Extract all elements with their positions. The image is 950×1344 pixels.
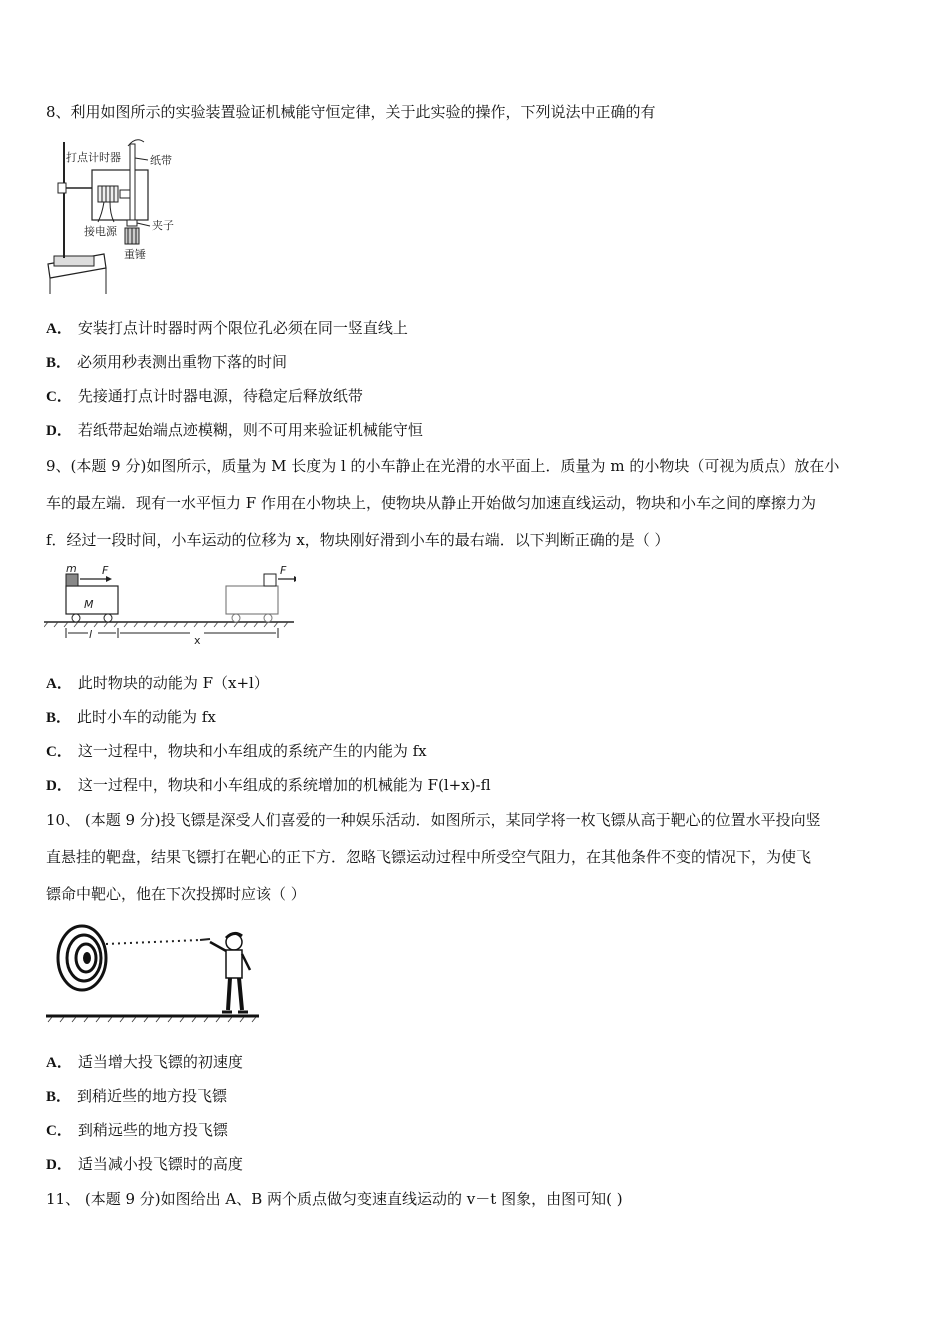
q9-stem-line2: 车的最左端．现有一水平恒力 F 作用在小物块上，使物块从静止开始做匀加速直线运动，物块和小车之间的摩擦力为 <box>46 494 816 512</box>
option-text: 到稍远些的地方投飞镖 <box>77 1121 228 1139</box>
label-clip: 夹子 <box>152 219 174 232</box>
option-text: 到稍近些的地方投飞镖 <box>77 1087 228 1105</box>
q9-stem-line1: 9、(本题 9 分)如图所示，质量为 M 长度为 l 的小车静止在光滑的水平面上．质量为 m 的小物块（可视为质点）放在小 <box>46 457 840 475</box>
option-text: 必须用秒表测出重物下落的时间 <box>77 353 288 371</box>
q9-option-d <box>46 775 491 796</box>
q9-option-b <box>46 707 216 728</box>
q10-option-b <box>46 1086 227 1107</box>
option-text: 适当增大投飞镖的初速度 <box>77 1053 243 1071</box>
q11-stem: 11、 (本题 9 分)如图给出 A、B 两个质点做匀变速直线运动的 v－t 图象，由图可知( ) <box>46 1190 623 1208</box>
q9-figure <box>44 562 296 652</box>
q10-figure <box>44 914 264 1024</box>
option-key: C． <box>46 744 72 760</box>
option-key: A． <box>46 1055 72 1071</box>
q10-option-d <box>46 1154 243 1175</box>
label-tape: 纸带 <box>150 154 172 167</box>
dart-target-diagram <box>44 914 264 1024</box>
option-key: B． <box>46 710 72 726</box>
label-timer: 打点计时器 <box>66 151 121 164</box>
q8-stem: 8、利用如图所示的实验装置验证机械能守恒定律，关于此实验的操作，下列说法中正确的有 <box>46 103 656 121</box>
label-M: M <box>84 598 94 611</box>
label-m: m <box>66 562 77 575</box>
q8-figure <box>44 136 214 296</box>
label-x: x <box>194 634 201 647</box>
option-key: D． <box>46 423 72 439</box>
label-F1: F <box>102 564 109 577</box>
label-l: l <box>89 628 93 641</box>
q10-stem-line1: 10、 (本题 9 分)投飞镖是深受人们喜爱的一种娱乐活动．如图所示，某同学将一枚飞镖从高于靶心的位置水平投向竖 <box>46 811 821 829</box>
q8-option-b <box>46 352 287 373</box>
free-fall-apparatus-diagram <box>44 136 214 296</box>
q8-option-c <box>46 386 363 407</box>
option-key: D． <box>46 1157 72 1173</box>
option-text: 这一过程中，物块和小车组成的系统增加的机械能为 F(l+x)-fl <box>77 776 491 794</box>
q8-option-a <box>46 318 408 339</box>
option-key: C． <box>46 1123 72 1139</box>
option-text: 若纸带起始端点迹模糊，则不可用来验证机械能守恒 <box>77 421 423 439</box>
option-text: 这一过程中，物块和小车组成的系统产生的内能为 fx <box>77 742 427 760</box>
q10-stem-line3: 镖命中靶心，他在下次投掷时应该（ ） <box>46 885 306 903</box>
option-text: 此时物块的动能为 F（x+l） <box>77 674 269 692</box>
label-power: 接电源 <box>84 225 117 238</box>
q9-stem-line3: f．经过一段时间，小车运动的位移为 x，物块刚好滑到小车的最右端．以下判断正确的是（ ） <box>46 531 670 549</box>
q10-stem-line2: 直悬挂的靶盘，结果飞镖打在靶心的正下方．忽略飞镖运动过程中所受空气阻力，在其他条件不变的情况下，为使飞 <box>46 848 812 866</box>
label-weight: 重锤 <box>124 248 146 261</box>
option-key: B． <box>46 1089 72 1105</box>
option-key: D． <box>46 778 72 794</box>
cart-block-diagram <box>44 562 296 652</box>
option-key: C． <box>46 389 72 405</box>
q10-option-a <box>46 1052 243 1073</box>
option-key: A． <box>46 321 72 337</box>
option-text: 安装打点计时器时两个限位孔必须在同一竖直线上 <box>77 319 408 337</box>
q9-option-a <box>46 673 269 694</box>
option-text: 适当减小投飞镖时的高度 <box>77 1155 243 1173</box>
option-key: A． <box>46 676 72 692</box>
option-text: 先接通打点计时器电源，待稳定后释放纸带 <box>77 387 363 405</box>
q8-option-d <box>46 420 423 441</box>
option-text: 此时小车的动能为 fx <box>77 708 216 726</box>
label-F2: F <box>280 564 287 577</box>
option-key: B． <box>46 355 72 371</box>
q10-option-c <box>46 1120 228 1141</box>
q9-option-c <box>46 741 427 762</box>
